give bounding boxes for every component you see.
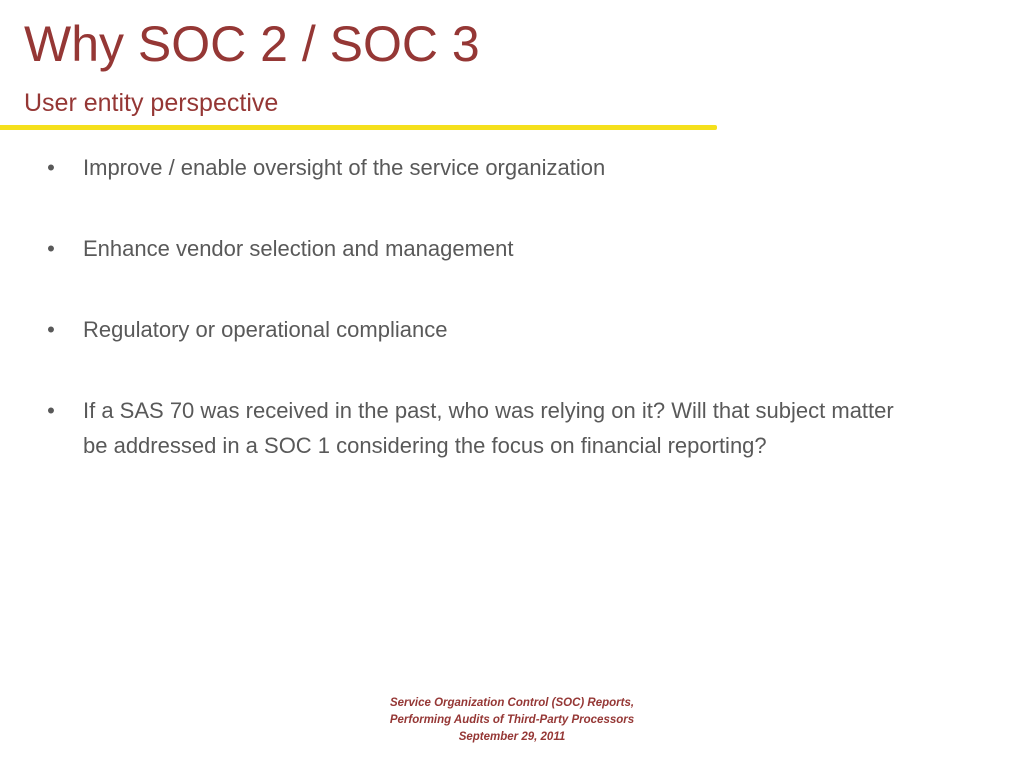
bullet-dot-icon: • xyxy=(47,398,55,423)
bullet-item xyxy=(40,393,900,463)
slide-title: Why SOC 2 / SOC 3 xyxy=(24,16,480,72)
bullet-dot-icon: • xyxy=(47,236,55,261)
bullet-item xyxy=(40,231,900,266)
bullet-dot-icon: • xyxy=(47,317,55,342)
footer-line-subtitle: Performing Audits of Third-Party Processors xyxy=(389,714,635,726)
bullet-text: Improve / enable oversight of the service organization xyxy=(83,155,606,180)
footer-line-date: September 29, 2011 xyxy=(458,731,566,743)
bullet-item xyxy=(40,150,900,185)
bullet-text: Enhance vendor selection and management xyxy=(83,236,514,261)
bullet-list xyxy=(40,150,900,509)
slide-footer xyxy=(312,695,712,746)
bullet-text: Regulatory or operational compliance xyxy=(83,317,448,342)
footer-line-title: Service Organization Control (SOC) Reports, xyxy=(389,697,635,709)
title-underline-rule xyxy=(0,125,717,130)
bullet-item xyxy=(40,312,900,347)
bullet-text: If a SAS 70 was received in the past, who was relying on it? Will that subject matter be addressed in a SOC 1 considering the focus on financial reporting? xyxy=(83,398,894,458)
bullet-dot-icon: • xyxy=(47,155,55,180)
slide-subtitle: User entity perspective xyxy=(24,89,279,117)
